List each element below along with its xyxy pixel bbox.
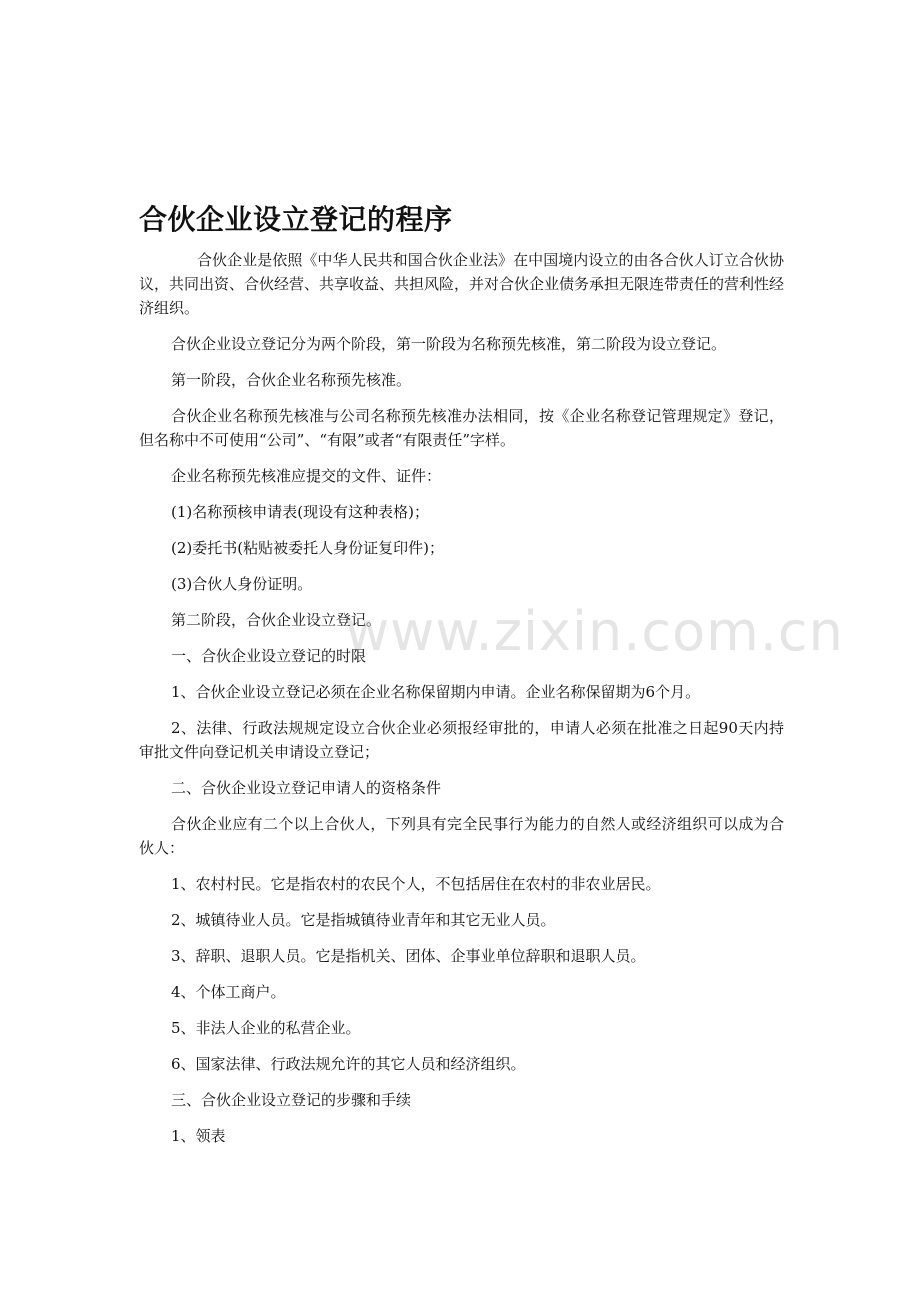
paragraph: 合伙企业是依照《中华人民共和国合伙企业法》在中国境内设立的由各合伙人订立合伙协议，共同出资、合伙经营、共享收益、共担风险，并对合伙企业债务承担无限连带责任的营利性经济组织。	[139, 251, 785, 317]
list-item: 2、城镇待业人员。它是指城镇待业青年和其它无业人员。	[171, 911, 556, 929]
document-title: 合伙企业设立登记的程序	[139, 203, 453, 236]
paragraph: 合伙企业应有二个以上合伙人，下列具有完全民事行为能力的自然人或经济组织可以成为合伙人：	[139, 815, 784, 857]
section-heading: 一、合伙企业设立登记的时限	[171, 647, 367, 665]
document-body	[139, 200, 784, 1160]
list-item: 3、辞职、退职人员。它是指机关、团体、企事业单位辞职和退职人员。	[171, 947, 646, 965]
list-item: 1、农村村民。它是指农村的农民个人，不包括居住在农村的非农业居民。	[171, 875, 661, 893]
list-item: 1、合伙企业设立登记必须在企业名称保留期内申请。企业名称保留期为6个月。	[171, 683, 701, 701]
section-heading: 三、合伙企业设立登记的步骤和手续	[171, 1091, 412, 1109]
section-heading: 二、合伙企业设立登记申请人的资格条件	[171, 779, 442, 797]
watermark: www.zixin.com.cn	[345, 600, 844, 663]
list-item: 6、国家法律、行政法规允许的其它人员和经济组织。	[171, 1055, 526, 1073]
paragraph: 合伙企业设立登记分为两个阶段，第一阶段为名称预先核准，第二阶段为设立登记。	[171, 335, 727, 353]
list-item: 4、个体工商户。	[171, 983, 286, 1001]
list-item: 2、法律、行政法规规定设立合伙企业必须报经审批的，申请人必须在批准之日起90天内持审批文件向登记机关申请设立登记；	[139, 719, 784, 761]
paragraph: 合伙企业名称预先核准与公司名称预先核准办法相同，按《企业名称登记管理规定》登记，但名称中不可使用“公司”、“有限”或者“有限责任”字样。	[139, 407, 784, 449]
list-item: 5、非法人企业的私营企业。	[171, 1019, 361, 1037]
list-item: (2)委托书(粘贴被委托人身份证复印件)；	[171, 539, 444, 557]
list-item: 1、领表	[171, 1127, 226, 1145]
list-item: (3)合伙人身份证明。	[171, 575, 313, 593]
list-item: (1)名称预核申请表(现设有这种表格)；	[171, 503, 429, 521]
paragraph: 第二阶段，合伙企业设立登记。	[171, 611, 382, 629]
paragraph: 企业名称预先核准应提交的文件、证件：	[171, 467, 442, 485]
paragraph: 第一阶段，合伙企业名称预先核准。	[171, 371, 412, 389]
